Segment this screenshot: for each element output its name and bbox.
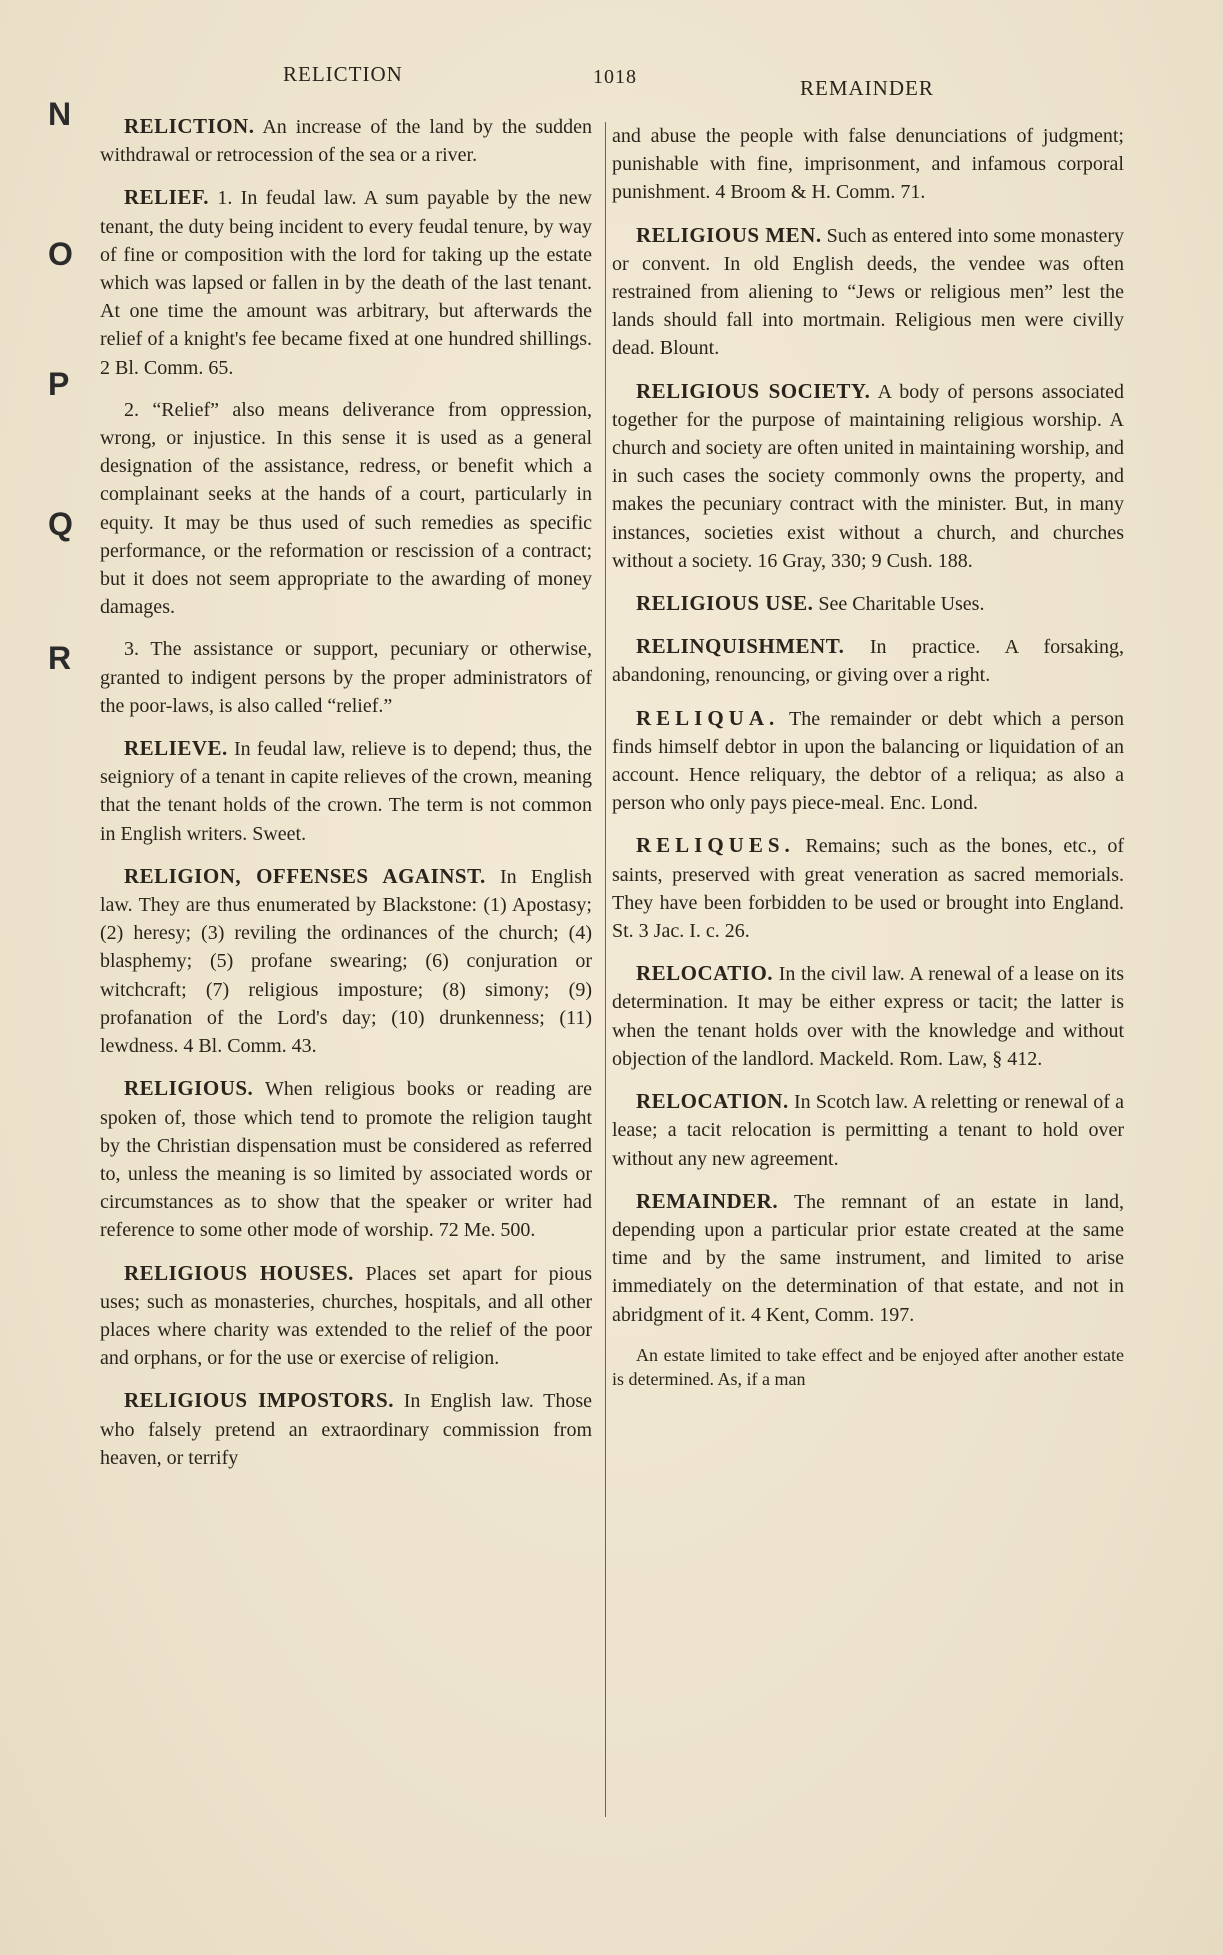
thumb-index-letter: N: [48, 96, 72, 132]
entry-headword: RELIEVE.: [124, 736, 228, 761]
entry-definition: In practice. A forsaking, abandoning, renouncing, or giving over a right.: [612, 636, 1124, 687]
entry-headword: RELINQUISHMENT.: [636, 634, 845, 659]
dictionary-entry: [612, 1187, 1124, 1329]
dictionary-entry: [100, 1386, 592, 1472]
dictionary-entry: [612, 704, 1124, 818]
dictionary-entry: [612, 122, 1124, 207]
dictionary-entry: [100, 112, 592, 169]
dictionary-entry: [612, 377, 1124, 575]
dictionary-entry: [100, 862, 592, 1060]
entry-definition: 3. The assistance or support, pecuniary or otherwise, granted to indigent persons by the proper administrators of the poor-laws, is also called “relief.”: [100, 638, 592, 717]
dictionary-entry: [100, 183, 592, 381]
entry-headword: RELIGION, OFFENSES AGAINST.: [124, 863, 486, 888]
dictionary-entry: [612, 632, 1124, 689]
header-right-guideword: REMAINDER: [800, 76, 934, 100]
thumb-index-letter: Q: [48, 506, 73, 542]
entry-definition: In English law. Those who falsely pretend an extraordinary commission from heaven, or terrify: [100, 1390, 592, 1469]
dictionary-entry: [612, 831, 1124, 945]
entry-headword: REMAINDER.: [636, 1188, 779, 1213]
entry-headword: RELOCATION.: [636, 1089, 789, 1114]
entry-definition: In the civil law. A renewal of a lease on its determination. It may be either express or tacit; the latter is when the tenant holds over with the knowledge and without objection of the landlord. Mackeld. Rom. Law, § 412.: [612, 963, 1125, 1070]
entry-headword: RELIGIOUS IMPOSTORS.: [124, 1388, 394, 1413]
dictionary-entry: [100, 1259, 592, 1373]
entry-definition: In English law. They are thus enumerated by Blackstone: (1) Apostasy; (2) heresy; (3) reviling the ordinances of the church; (4) blasphemy; (5) profane swearing; (6) conjuration or witchcraft; (7) religious imposture; (8) simony; (9) profanation of the Lord's day; (10) drunkenness; (11) lewdness. 4 Bl. Comm. 43.: [100, 865, 593, 1058]
dictionary-entry: [612, 589, 1124, 618]
dictionary-entry: [100, 1074, 592, 1244]
dictionary-entry: [100, 734, 592, 848]
entry-definition: and abuse the people with false denunciations of judgment; punishable with fine, imprisonment, and infamous corporal punishment. 4 Broom & H. Comm. 71.: [612, 125, 1124, 204]
entry-definition: Remains; such as the bones, etc., of saints, preserved with great veneration as sacred memorials. They have been forbidden to be used or brought into England. St. 3 Jac. I. c. 26.: [612, 835, 1124, 943]
entry-definition: An increase of the land by the sudden withdrawal or retrocession of the sea or a river.: [100, 116, 592, 167]
entry-definition: 2. “Relief” also means deliverance from oppression, wrong, or injustice. In this sense it is used as a general designation of the assistance, redress, or benefit which a complainant seeks at the hands of a court, particularly in equity. It may be thus used of such remedies as specific performance, or the reformation or rescission of a contract; but it does not seem appropriate to the awarding of money damages.: [100, 398, 592, 619]
header-left-guideword: RELICTION: [283, 62, 403, 86]
column-divider: [605, 122, 606, 1817]
entry-headword: RELOCATIO.: [636, 961, 774, 986]
dictionary-entry: [100, 396, 592, 622]
footnote-text: An estate limited to take effect and be enjoyed after another estate is determined. As, if a man: [612, 1344, 1124, 1389]
entry-definition: 1. In feudal law. A sum payable by the new tenant, the duty being incident to every feudal tenure, by way of fine or composition with the lord for taking up the estate which was lapsed or fallen in by the death of the last tenant. At one time the amount was arbitrary, but afterwards the relief of a knight's fee became fixed at one hundred shillings. 2 Bl. Comm. 65.: [100, 187, 592, 379]
right-entries: [612, 122, 1124, 1329]
thumb-index-letter: O: [48, 236, 73, 272]
entry-definition: The remainder or debt which a person finds himself debtor in upon the balancing or liquidation of an account. Hence reliquary, the debtor of a reliqua; as also a person who only pays piece-meal. Enc. Lond.: [612, 707, 1125, 815]
running-header: [0, 58, 1223, 98]
entry-definition: Such as entered into some monastery or convent. In old English deeds, the vendee was often restrained from aliening to “Jews or religious men” lest the lands should fall into mortmain. Religious men were civilly dead. Blount.: [612, 224, 1124, 360]
entry-headword: RELIGIOUS.: [124, 1076, 254, 1101]
left-column: [100, 112, 592, 1486]
entry-headword: RELIGIOUS HOUSES.: [124, 1260, 354, 1285]
entry-headword: RELIQUES.: [636, 833, 795, 858]
entry-definition: See Charitable Uses.: [818, 593, 985, 616]
entry-headword: RELICTION.: [124, 114, 255, 138]
entry-definition: In feudal law, relieve is to depend; thus, the seigniory of a tenant in capite relieves of the crown, meaning that the tenant holds of the crown. The term is not common in English writers. Sweet.: [100, 738, 593, 845]
entry-definition: In Scotch law. A reletting or renewal of a lease; a tacit relocation is permitting a tenant to hold over without any new agreement.: [612, 1091, 1124, 1170]
thumb-index-letter: R: [48, 640, 72, 676]
dictionary-entry: [612, 959, 1124, 1073]
entry-definition: The remnant of an estate in land, depending upon a particular prior estate created at the same time and by the same instrument, and limited to arise immediately on the determination of that estate, and not in abridgment of it. 4 Kent, Comm. 197.: [612, 1190, 1124, 1326]
entry-headword: RELIGIOUS USE.: [636, 591, 814, 616]
entry-headword: RELIQUA.: [636, 705, 780, 730]
entry-definition: A body of persons associated together for the purpose of maintaining religious worship. A church and society are often united in maintaining worship, and in such cases the society commonly owns the property, and makes the pecuniary contract with the minister. But, in many instances, societies exist without a church, and churches without a society. 16 Gray, 330; 9 Cush. 188.: [612, 380, 1125, 572]
dictionary-entry: [612, 221, 1124, 363]
entry-headword: RELIGIOUS SOCIETY.: [636, 378, 871, 403]
entry-definition: Places set apart for pious uses; such as monasteries, churches, hospitals, and all other places where charity was extended to the relief of the poor and orphans, or for the use or exercise of religion.: [100, 1262, 592, 1370]
entry-headword: RELIGIOUS MEN.: [636, 222, 822, 247]
entry-headword: RELIEF.: [124, 185, 210, 210]
dictionary-entry: [612, 1087, 1124, 1173]
page-number: 1018: [593, 66, 637, 88]
entry-definition: When religious books or reading are spoken of, those which tend to promote the religion taught by the Christian dispensation must be considered as referred to, unless the meaning is so limited by associated words or circumstances as to show that the speaker or writer had reference to some other mode of worship. 72 Me. 500.: [100, 1078, 593, 1242]
right-column: [612, 122, 1124, 1391]
thumb-index-letter: P: [48, 366, 70, 402]
dictionary-entry: [100, 635, 592, 720]
